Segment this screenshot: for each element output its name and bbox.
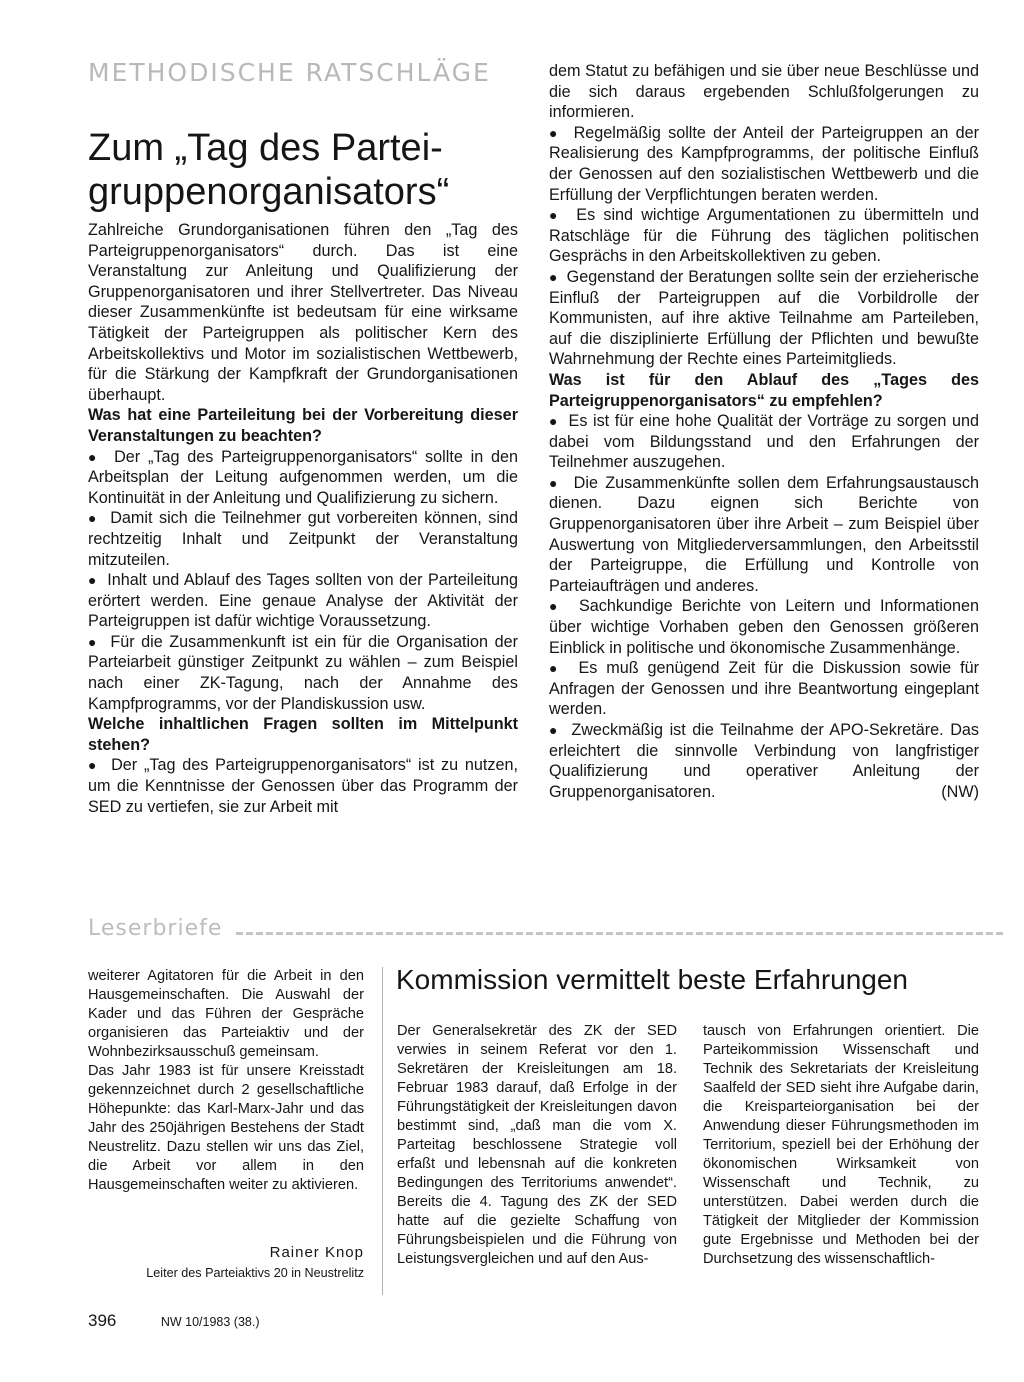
letter-column: [88, 967, 364, 1195]
bullet-item: ● Der „Tag des Parteigruppenorganisators“ ist zu nutzen, um die Kenntnisse der Genossen über das Programm der SED zu vertiefen, sie zur Arbeit mit: [88, 755, 518, 817]
letter-author: Rainer Knop: [269, 1244, 364, 1261]
letter-paragraph: Das Jahr 1983 ist für unsere Kreisstadt gekennzeichnet durch 2 gesellschaftliche Höhepunkte: das Karl-Marx-Jahr und das Jahr des 250jährigen Bestehens der Stadt Neustrelitz. Dazu stellen wir uns das Ziel, die Arbeit vor allem in den Hausgemeinschaften weiter zu aktivieren.: [88, 1063, 364, 1193]
question-heading: Was hat eine Parteileitung bei der Vorbereitung dieser Veranstaltungen zu beachten?: [88, 406, 518, 445]
article-column-1: [88, 220, 518, 817]
page-number: 396: [88, 1311, 117, 1330]
question-heading: Was ist für den Ablauf des „Tages des Parteigruppenorganisators“ zu empfehlen?: [549, 370, 979, 410]
page-footer: [88, 1311, 260, 1331]
bullet-item: ● Es sind wichtige Argumentationen zu übermitteln und Ratschläge für die Führung des täglichen politischen Gesprächs in den Arbeitskollektiven zu geben.: [549, 205, 979, 267]
article2-column-1: [397, 1022, 677, 1269]
section-header: METHODISCHE RATSCHLÄGE: [88, 58, 491, 87]
bullet-item: ● Für die Zusammenkunft ist ein für die Organisation der Parteiarbeit günstiger Zeitpunkt zu wählen – zum Beispiel nach einer ZK-Tagung, nach der Annahme des Kampfprogramms, vor der Plandiskussion usw.: [88, 632, 518, 714]
article-title: Zum „Tag des Parteigruppenorganisators“: [88, 127, 450, 213]
bullet-item: ● Es ist für eine hohe Qualität der Vorträge zu sorgen und dabei vom Bildungsstand und den Erfahrungen der Teilnehmer auszugehen.: [549, 411, 979, 473]
letter-paragraph: weiterer Agitatoren für die Arbeit in den Hausgemeinschaften. Die Auswahl der Kader und das Führen der Gespräche organisieren das Parteiaktiv und der Wohnbezirksausschuß gemeinsam.: [88, 968, 364, 1060]
article-credit: (NW): [941, 782, 979, 801]
issue-source: NW 10/1983 (38.): [160, 1315, 260, 1329]
article2-paragraph: Der Generalsekretär des ZK der SED verwies in seinem Referat vor den 1. Sekretären der Kreisleitungen am 18. Februar 1983 darauf, daß Erfolge in der Führungstätigkeit der Kreisleitungen davon bestimmt sind, „daß man die vom X. Parteitag beschlossene Strategie voll erfaßt und lebensnah auf die konkreten Bedingungen des Territoriums anwendet“. Bereits die 4. Tagung des ZK der SED hatte auf die gezielte Schaffung von Führungsbeispielen und die Führung von Leistungsvergleichen und auf den Aus-: [397, 1023, 677, 1267]
intro-paragraph: Zahlreiche Grundorganisationen führen den „Tag des Parteigruppenorganisators“ durch. Das ist eine Veranstaltung zur Anleitung und Qualifizierung der Gruppenorganisatoren und ihrer Stellvertreter. Das Niveau dieser Zusammenkünfte ist bedeutsam für eine wirksame Tätigkeit der Parteigruppen als politischer Kern des Arbeitskollektivs und Motor im sozialistischen Wettbewerb, für die Stärkung der Kampfkraft der Grundorganisationen überhaupt.: [88, 221, 518, 404]
bullet-item: ● Gegenstand der Beratungen sollte sein der erzieherische Einfluß der Parteigruppen auf die Vorbildrolle der Kommunisten, auf ihre aktive Teilnahme am Parteileben, auf die disziplinierte Erfüllung der Pflichten und bewußte Wahrnehmung der Rechte eines Parteimitglieds.: [549, 267, 979, 370]
article2-paragraph: tausch von Erfahrungen orientiert. Die Parteikommission Wissenschaft und Technik des Sekretariats der Kreisleitung Saalfeld der SED sieht ihre Aufgabe darin, die Kreisparteiorganisation bei der Anwendung dieser Führungsmethoden im Territorium, speziell bei der Erhöhung der ökonomischen Wirksamkeit von Wissenschaft und Technik, zu unterstützen. Dabei werden durch die Tätigkeit der Mitglieder der Kommission gute Ergebnisse und Methoden bei der Durchsetzung des wissenschaftlich-: [703, 1023, 979, 1267]
bullet-text: Zweckmäßig ist die Teilnahme der APO-Sekretäre. Das erleichtert die sinnvolle Verbindung von langfristiger Qualifizierung und operativer Anleitung der Gruppenorganisatoren.: [549, 721, 979, 801]
continuation-paragraph: dem Statut zu befähigen und sie über neue Beschlüsse und die sich daraus ergebenden Schlußfolgerungen zu informieren.: [549, 62, 979, 122]
bullet-item: ● Sachkundige Berichte von Leitern und Informationen über wichtige Vorhaben geben den Genossen größeren Einblick in politische und ökonomische Zusammenhänge.: [549, 596, 979, 658]
question-heading: Welche inhaltlichen Fragen sollten im Mittelpunkt stehen?: [88, 715, 518, 754]
article-column-2: [549, 61, 979, 802]
bullet-item: ● Regelmäßig sollte der Anteil der Parteigruppen an der Realisierung des Kampfprogramms, der politische Einfluß der Genossen auf den sozialistischen Wettbewerb und die Erfüllung der Verpflichtungen beraten werden.: [549, 123, 979, 205]
letters-header-label: Leserbriefe: [88, 916, 223, 941]
bullet-item: ● Die Zusammenkünfte sollen dem Erfahrungsaustausch dienen. Dazu eignen sich Berichte von Gruppenorganisatoren über ihre Arbeit – zum Beispiel über Auswertung von Mitgliederversammlungen, den Arbeitsstil der Parteigruppe, die Erfüllung und Kontrolle von Parteiaufträgen und anderes.: [549, 473, 979, 597]
bullet-item: ● Damit sich die Teilnehmer gut vorbereiten können, sind rechtzeitig Inhalt und Zeitpunkt der Veranstaltung mitzuteilen.: [88, 508, 518, 570]
bullet-item: ● Es muß genügend Zeit für die Diskussion sowie für Anfragen der Genossen und ihre Beantwortung eingeplant werden.: [549, 658, 979, 720]
letters-section-header: [88, 916, 1004, 946]
article2-column-2: [703, 1022, 979, 1269]
bullet-item: [549, 720, 979, 802]
bullet-item: ● Der „Tag des Parteigruppenorganisators“ sollte in den Arbeitsplan der Leitung aufgenommen werden, um die Kontinuität in der Anleitung und Qualifizierung zu sichern.: [88, 447, 518, 509]
bullet-item: ● Inhalt und Ablauf des Tages sollten von der Parteileitung erörtert werden. Eine genaue Analyse der Aktivität der Parteigruppen ist dafür wichtige Voraussetzung.: [88, 570, 518, 632]
article2-title: Kommission vermittelt beste Erfahrungen: [396, 964, 908, 995]
letter-author-role: Leiter des Parteiaktivs 20 in Neustrelitz: [146, 1266, 364, 1280]
column-divider: [382, 967, 383, 1295]
dotted-rule: [236, 932, 1004, 935]
